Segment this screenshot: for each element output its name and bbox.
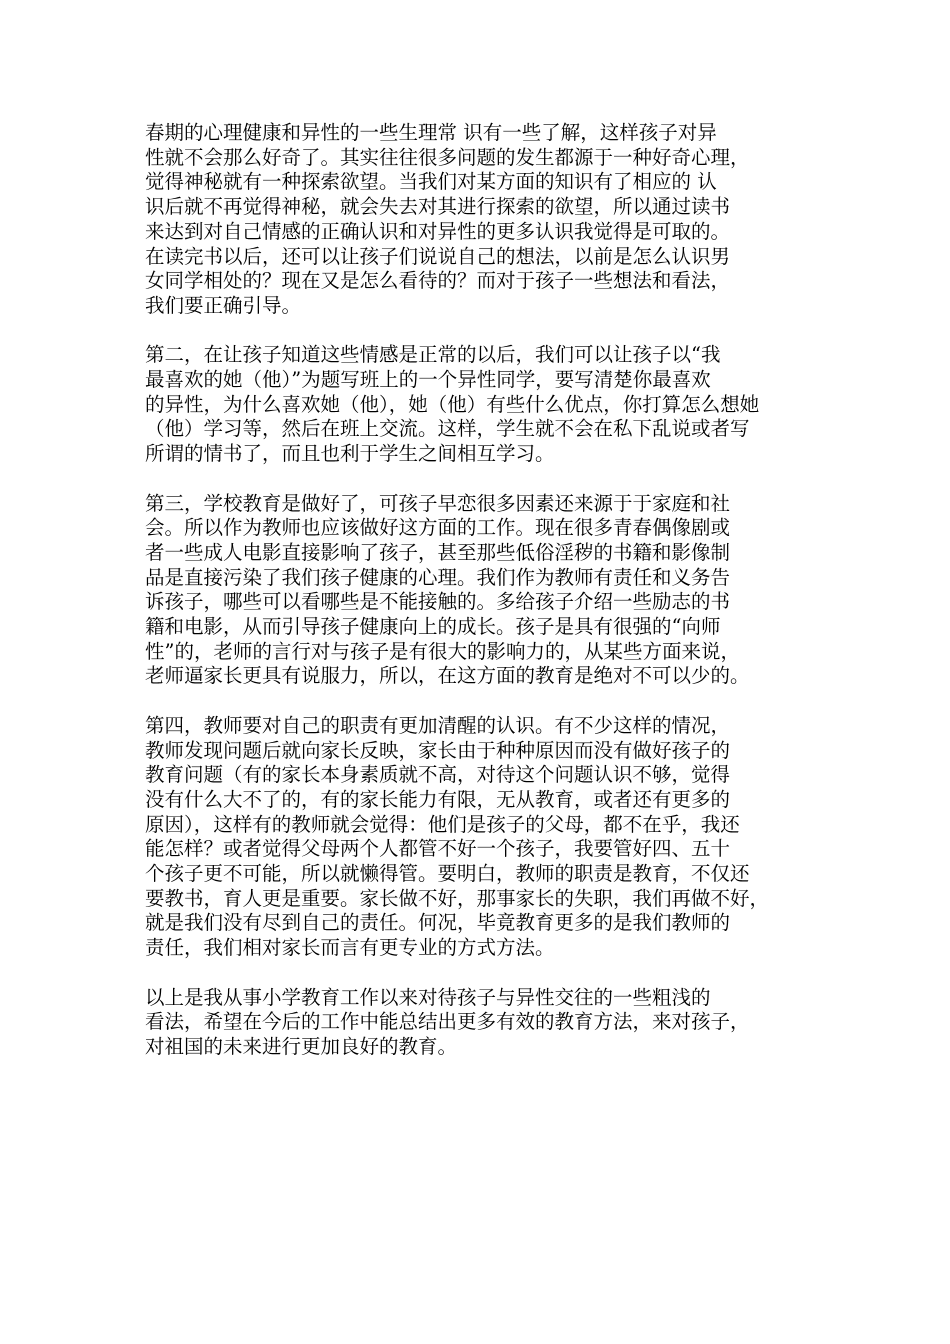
document-body (145, 121, 825, 1084)
text-line: 者一些成人电影直接影响了孩子，甚至那些低俗淫秽的书籍和影像制 (145, 540, 731, 564)
text-line: 最喜欢的她（他）”为题写班上的一个异性同学，要写清楚你最喜欢 (145, 368, 711, 392)
text-line: 看法，希望在今后的工作中能总结出更多有效的教育方法，来对孩子， (145, 1010, 750, 1034)
text-line: 责任，我们相对家长而言有更专业的方式方法。 (145, 936, 555, 960)
text-line: 就是我们没有尽到自己的责任。何况，毕竟教育更多的是我们教师的 (145, 911, 731, 935)
paragraph-2 (145, 343, 825, 467)
text-line: 个孩子更不可能，所以就懒得管。要明白，教师的职责是教育，不仅还 (145, 862, 750, 886)
text-line: 春期的心理健康和异性的一些生理常 识有一些了解，这样孩子对异 (145, 121, 717, 144)
text-line: 诉孩子，哪些可以看哪些是不能接触的。多给孩子介绍一些励志的书 (145, 590, 731, 614)
text-line: 对祖国的未来进行更加良好的教育。 (145, 1034, 458, 1058)
paragraph-1 (145, 121, 825, 319)
text-line: 品是直接污染了我们孩子健康的心理。我们作为教师有责任和义务告 (145, 565, 731, 589)
paragraph-3 (145, 492, 825, 690)
text-line: 的异性，为什么喜欢她（他），她（他）有些什么优点，你打算怎么想她 (145, 392, 760, 416)
text-line: 原因），这样有的教师就会觉得：他们是孩子的父母，都不在乎，我还 (145, 812, 740, 836)
text-line: 会。所以作为教师也应该做好这方面的工作。现在很多青春偶像剧或 (145, 516, 731, 540)
text-line: 教育问题（有的家长本身素质就不高，对待这个问题认识不够，觉得 (145, 763, 731, 787)
text-line: 第四，教师要对自己的职责有更加清醒的认识。有不少这样的情况， (145, 713, 731, 737)
text-line: 所谓的情书了，而且也利于学生之间相互学习。 (145, 442, 555, 466)
text-line: 觉得神秘就有一种探索欲望。当我们对某方面的知识有了相应的 认 (145, 170, 717, 194)
text-line: （他）学习等，然后在班上交流。这样，学生就不会在私下乱说或者写 (145, 417, 750, 441)
paragraph-5 (145, 986, 825, 1060)
text-line: 性就不会那么好奇了。其实往往很多问题的发生都源于一种好奇心理， (145, 145, 750, 169)
text-line: 籍和电影，从而引导孩子健康向上的成长。孩子是具有很强的“向师 (145, 615, 721, 639)
text-line: 没有什么大不了的，有的家长能力有限，无从教育，或者还有更多的 (145, 787, 731, 811)
text-line: 识后就不再觉得神秘，就会失去对其进行探索的欲望，所以通过读书 (145, 195, 731, 219)
text-line: 以上是我从事小学教育工作以来对待孩子与异性交往的一些粗浅的 (145, 985, 711, 1009)
text-line: 教师发现问题后就向家长反映，家长由于种种原因而没有做好孩子的 (145, 738, 731, 762)
text-line: 我们要正确引导。 (145, 293, 302, 317)
text-line: 要教书，育人更是重要。家长做不好，那事家长的失职，我们再做不好， (145, 886, 770, 910)
text-line: 第二，在让孩子知道这些情感是正常的以后，我们可以让孩子以“我 (145, 343, 721, 367)
text-line: 老师逼家长更具有说服力，所以，在这方面的教育是绝对不可以少的。 (145, 664, 750, 688)
text-line: 女同学相处的？现在又是怎么看待的？而对于孩子一些想法和看法， (145, 269, 731, 293)
paragraph-4 (145, 714, 825, 961)
text-line: 性”的，老师的言行对与孩子是有很大的影响力的，从某些方面来说， (145, 639, 740, 663)
text-line: 第三，学校教育是做好了，可孩子早恋很多因素还来源于于家庭和社 (145, 491, 731, 515)
text-line: 能怎样？或者觉得父母两个人都管不好一个孩子，我要管好四、五十 (145, 837, 731, 861)
text-line: 在读完书以后，还可以让孩子们说说自己的想法，以前是怎么认识男 (145, 244, 731, 268)
text-line: 来达到对自己情感的正确认识和对异性的更多认识我觉得是可取的。 (145, 219, 731, 243)
